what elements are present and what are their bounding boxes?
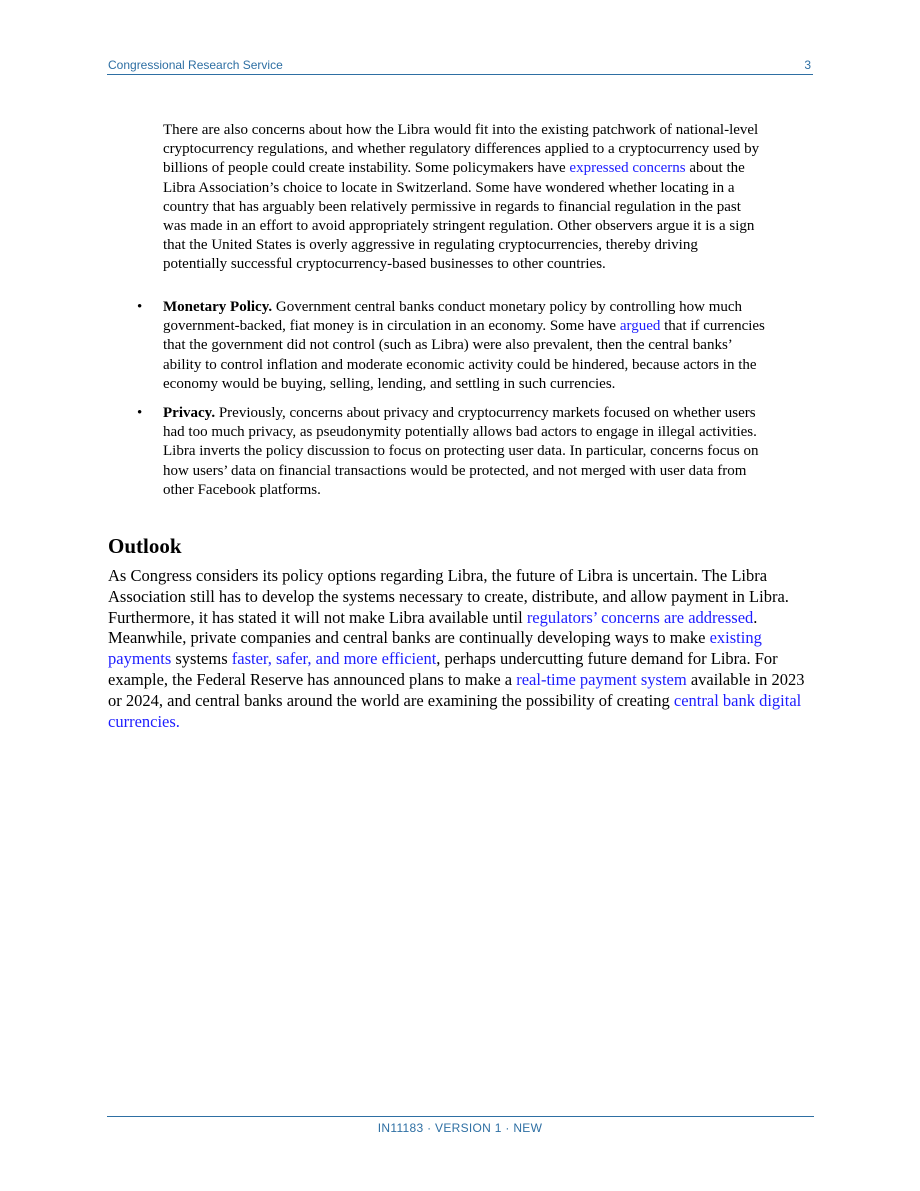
bullet-dot-icon: • — [137, 299, 143, 315]
outlook-text: As Congress considers its policy options regarding Libra, the future of Libra is uncertain. The Libra Association still has to develop the systems necessary to create, distribute, and allow payment in Libra. Furthermore, it has stated it will not make Libra available until — [108, 566, 789, 627]
bullet-lead: Privacy. — [163, 405, 216, 422]
bullet-monetary-policy — [133, 298, 765, 394]
header-organization: Congressional Research Service — [108, 58, 283, 72]
intro-text-part: There are also concerns about how the Libra would fit into the existing patchwork of national-level cryptocurrency regulations, and whether regulatory differences applied to a cryptocurrency used by billions of people could create instability. Some policymakers have — [163, 122, 760, 177]
policy-bullet-list — [133, 298, 765, 510]
link-faster-safer[interactable]: faster, safer, and more efficient — [231, 649, 437, 669]
footer-divider — [107, 1116, 814, 1117]
bullet-text: that if currencies that the government did not control (such as Libra) were also prevalent, then the central banks’ ability to control inflation and moderate economic activity could be hindered, because actors in the economy would be buying, selling, lending, and settling in such currencies. — [163, 318, 765, 392]
link-regulators-concerns[interactable]: regulators’ concerns are addressed — [526, 607, 754, 627]
bullet-dot-icon: • — [137, 405, 143, 422]
link-real-time-payment[interactable]: real-time payment system — [516, 669, 687, 689]
bullet-text: Previously, concerns about privacy and cryptocurrency markets focused on whether users had too much privacy, as pseudonymity potentially allows bad actors to engage in illegal activities. Libra inverts the policy discussion to focus on protecting user data. In particular, concerns focus on how users’ data on financial transactions would be protected, and not merged with user data from other Facebook platforms. — [163, 405, 759, 498]
intro-paragraph — [163, 121, 763, 275]
intro-text-part: about the Libra Association’s choice to locate in Switzerland. Some have wondered whether locating in a country that has arguably been relatively permissive in regards to financial regulation in the past was made in an effort to avoid appropriately stringent regulation. Other observers argue it is a sign that the United States is overly aggressive in regulating cryptocurrencies, thereby driving potentially successful cryptocurrency-based businesses to other countries. — [163, 160, 755, 273]
link-cbdc[interactable]: central bank digital currencies. — [108, 690, 802, 731]
section-title-outlook: Outlook — [108, 534, 182, 558]
link-argued[interactable]: argued — [619, 318, 661, 335]
bullet-text: Government central banks conduct monetary policy by controlling how much government-backed, fiat money is in circulation in an economy. Some have — [163, 299, 743, 335]
outlook-text: , perhaps undercutting future demand for Libra. For example, the Federal Reserve has announced plans to make a — [108, 649, 778, 689]
intro-text — [163, 121, 763, 275]
outlook-text: systems — [171, 649, 232, 669]
outlook-paragraph — [108, 566, 808, 732]
link-expressed-concerns[interactable]: expressed concerns — [569, 160, 686, 177]
outlook-text: . Meanwhile, private companies and central banks are continually developing ways to make — [108, 607, 758, 648]
footer-document-id: IN11183 · VERSION 1 · NEW — [377, 1121, 543, 1135]
bullet-lead: Monetary Policy. — [163, 299, 273, 315]
outlook-text: available in 2023 or 2024, and central banks around the world are examining the possibility of creating — [108, 669, 805, 710]
bullet-privacy — [133, 404, 765, 500]
header-page-number: 3 — [804, 58, 811, 72]
page-header — [107, 57, 813, 75]
link-existing-payments[interactable]: existing payments — [108, 628, 762, 669]
